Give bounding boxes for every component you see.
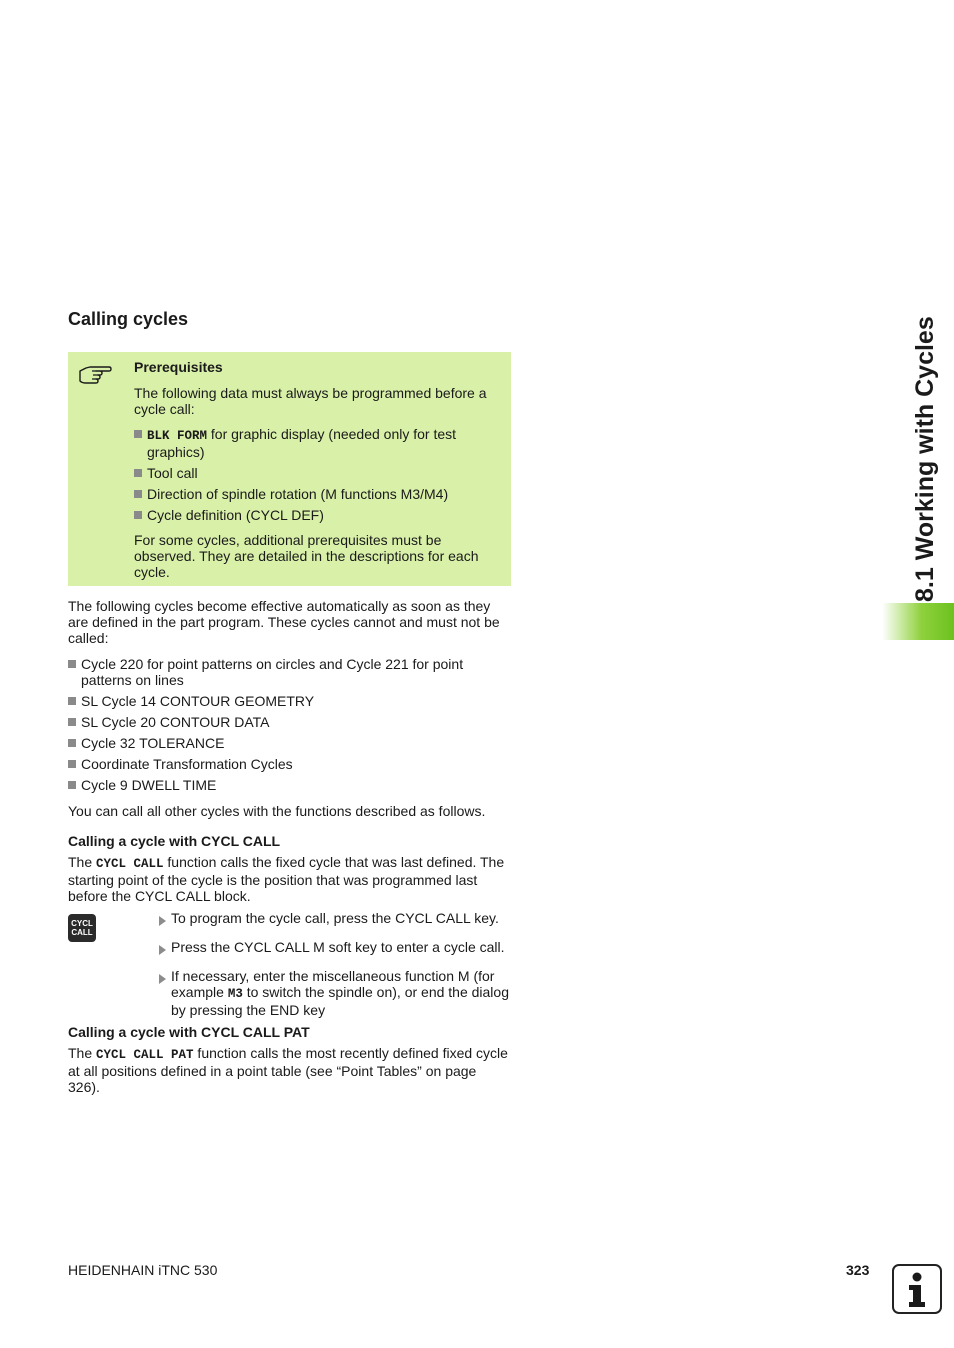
cycl-call-paragraph: The CYCL CALL function calls the fixed cycle that was last defined. The starting point of the cycle is the position that was programmed last before the CYCL CALL block. bbox=[68, 854, 505, 904]
list-item: Cycle 9 DWELL TIME bbox=[68, 777, 512, 793]
note-heading: Prerequisites bbox=[134, 359, 223, 375]
chapter-tab-bar bbox=[882, 603, 954, 640]
list-item: SL Cycle 20 CONTOUR DATA bbox=[68, 714, 512, 730]
bullet-icon bbox=[134, 430, 142, 438]
code-text: BLK FORM bbox=[147, 429, 208, 443]
note-outro: For some cycles, additional prerequisites must be observed. They are detailed in the descriptions for each cycle. bbox=[134, 532, 479, 580]
list-item: Tool call bbox=[134, 465, 504, 481]
bullet-icon bbox=[68, 660, 76, 668]
pointing-hand-icon bbox=[78, 362, 112, 386]
cycl-call-heading: Calling a cycle with CYCL CALL bbox=[68, 833, 281, 849]
bullet-icon bbox=[134, 490, 142, 498]
auto-cycles-intro: The following cycles become effective automatically as soon as they are defined in the part program. These cycles cannot and must not be called: bbox=[68, 598, 500, 646]
code-text: M3 bbox=[227, 987, 243, 1001]
arrow-right-icon bbox=[159, 974, 166, 984]
main-content bbox=[68, 598, 512, 904]
info-icon bbox=[892, 1264, 942, 1314]
page-number: 323 bbox=[846, 1262, 870, 1278]
cycl-call-steps bbox=[159, 910, 514, 1018]
list-item: SL Cycle 14 CONTOUR GEOMETRY bbox=[68, 693, 512, 709]
bullet-icon bbox=[134, 511, 142, 519]
step-item: Press the CYCL CALL M soft key to enter a cycle call. bbox=[159, 939, 514, 958]
list-item: Cycle 32 TOLERANCE bbox=[68, 735, 512, 751]
note-intro: The following data must always be programmed before a cycle call: bbox=[134, 385, 487, 417]
bullet-icon bbox=[68, 781, 76, 789]
prerequisites-note bbox=[68, 352, 511, 586]
bullet-icon bbox=[68, 697, 76, 705]
code-text: CYCL CALL PAT bbox=[96, 1048, 194, 1062]
list-item: Coordinate Transformation Cycles bbox=[68, 756, 512, 772]
arrow-right-icon bbox=[159, 945, 166, 955]
bullet-icon bbox=[68, 718, 76, 726]
bullet-icon bbox=[134, 469, 142, 477]
list-item: Cycle definition (CYCL DEF) bbox=[134, 507, 504, 523]
cycl-call-pat-paragraph: The CYCL CALL PAT function calls the most recently defined fixed cycle at all positions defined in a point table (see “Point Tables” on page 326). bbox=[68, 1045, 508, 1095]
code-text: CYCL CALL bbox=[96, 857, 164, 871]
bullet-icon bbox=[68, 760, 76, 768]
step-item: To program the cycle call, press the CYCL CALL key. bbox=[159, 910, 514, 929]
note-list bbox=[134, 426, 504, 523]
list-item: Direction of spindle rotation (M functions M3/M4) bbox=[134, 486, 504, 502]
chapter-side-title: 8.1 Working with Cycles bbox=[911, 316, 939, 602]
cycl-call-pat-heading: Calling a cycle with CYCL CALL PAT bbox=[68, 1024, 310, 1040]
auto-cycles-outro: You can call all other cycles with the functions described as follows. bbox=[68, 803, 486, 819]
cycl-call-pat-section bbox=[68, 1024, 512, 1095]
step-item: If necessary, enter the miscellaneous function M (for example M3 to switch the spindle on), or end the dialog by pressing the END key bbox=[159, 968, 514, 1018]
cycl-call-key-icon: CYCL CALL bbox=[68, 914, 96, 942]
arrow-right-icon bbox=[159, 916, 166, 926]
auto-cycles-list bbox=[68, 656, 512, 793]
section-title: Calling cycles bbox=[68, 309, 189, 329]
list-item: Cycle 220 for point patterns on circles and Cycle 221 for point patterns on lines bbox=[68, 656, 512, 688]
bullet-icon bbox=[68, 739, 76, 747]
footer-product: HEIDENHAIN iTNC 530 bbox=[68, 1262, 218, 1278]
list-item: BLK FORM for graphic display (needed only for test graphics) bbox=[134, 426, 504, 460]
